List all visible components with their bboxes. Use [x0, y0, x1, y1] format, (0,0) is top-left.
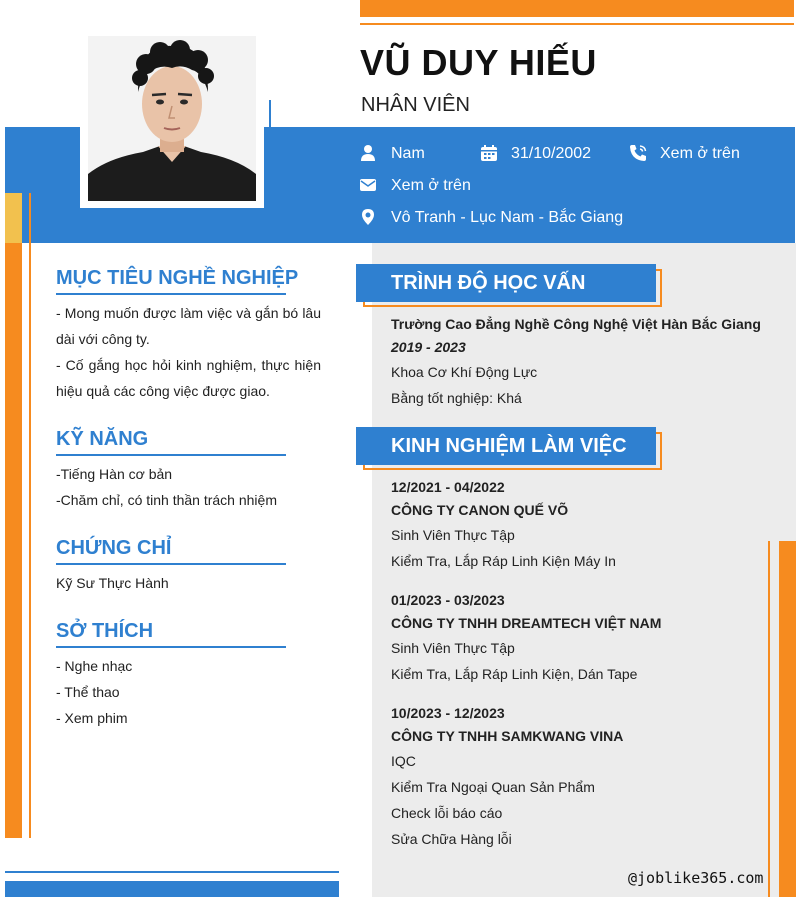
avatar [88, 36, 256, 201]
hobby-item: - Xem phim [56, 710, 128, 726]
job-period: 12/2021 - 04/2022 [391, 479, 505, 495]
phone-value: Xem ở trên [660, 145, 740, 162]
skills-heading: KỸ NĂNG [56, 428, 149, 450]
education-period: 2019 - 2023 [391, 339, 466, 355]
job-company: CÔNG TY CANON QUẾ VÕ [391, 502, 569, 518]
calendar-icon [480, 144, 498, 162]
education-heading: TRÌNH ĐỘ HỌC VẤN [356, 264, 656, 302]
address-value: Vô Tranh - Lục Nam - Bắc Giang [391, 209, 624, 226]
job-line: IQC [391, 753, 416, 769]
job-line: Kiểm Tra, Lắp Ráp Linh Kiện, Dán Tape [391, 666, 638, 682]
hobbies-heading: SỞ THÍCH [56, 620, 154, 642]
mail-icon [359, 176, 377, 194]
job-line: Sinh Viên Thực Tập [391, 527, 515, 543]
education-school: Trường Cao Đẳng Nghề Công Nghệ Việt Hàn Bắc Giang [391, 316, 761, 332]
right-orange-line [768, 541, 770, 897]
education-grade: Bằng tốt nghiệp: Khá [391, 390, 522, 406]
job-line: Sửa Chữa Hàng lỗi [391, 831, 512, 847]
job-line: Kiểm Tra, Lắp Ráp Linh Kiện Máy In [391, 553, 616, 569]
hobbies-underline [56, 646, 286, 648]
job-line: Kiểm Tra Ngoại Quan Sản Phẩm [391, 779, 595, 795]
watermark: @joblike365.com [628, 869, 764, 887]
job-period: 01/2023 - 03/2023 [391, 592, 505, 608]
candidate-name: VŨ DUY HIẾU [360, 42, 597, 83]
phone-icon [629, 144, 647, 162]
bottom-blue-bar [5, 881, 339, 897]
hobby-item: - Nghe nhạc [56, 658, 133, 674]
skill-item: -Chăm chỉ, có tinh thần trách nhiệm [56, 492, 277, 508]
job-company: CÔNG TY TNHH SAMKWANG VINA [391, 728, 624, 744]
education-faculty: Khoa Cơ Khí Động Lực [391, 364, 538, 380]
left-orange-line [29, 193, 31, 838]
skill-item: -Tiếng Hàn cơ bản [56, 466, 173, 482]
job-company: CÔNG TY TNHH DREAMTECH VIỆT NAM [391, 615, 662, 631]
job-line: Sinh Viên Thực Tập [391, 640, 515, 656]
certificates-underline [56, 563, 286, 565]
gender-value: Nam [391, 145, 425, 162]
skills-underline [56, 454, 286, 456]
top-orange-line [360, 23, 794, 25]
location-icon [359, 208, 377, 226]
job-line: Check lỗi báo cáo [391, 805, 503, 821]
person-icon [359, 144, 377, 162]
experience-heading: KINH NGHIỆM LÀM VIỆC [356, 427, 656, 465]
left-yellow-block [5, 193, 22, 243]
certificates-heading: CHỨNG CHỈ [56, 537, 172, 559]
objective-heading: MỤC TIÊU NGHỀ NGHIỆP [56, 267, 299, 289]
objective-line: - Mong muốn được làm việc và gắn bó lâu dài với công ty. [56, 305, 321, 347]
objective-line: - Cố gắng học hỏi kinh nghiệm, thực hiện hiệu quả các công việc được giao. [56, 357, 321, 399]
dob-value: 31/10/2002 [511, 145, 592, 162]
hobby-item: - Thể thao [56, 684, 120, 700]
email-value: Xem ở trên [391, 177, 471, 194]
job-period: 10/2023 - 12/2023 [391, 705, 505, 721]
objective-underline [56, 293, 286, 295]
certificate-item: Kỹ Sư Thực Hành [56, 575, 169, 591]
right-orange-bar [779, 541, 796, 897]
candidate-position: NHÂN VIÊN [361, 94, 470, 116]
top-orange-bar [360, 0, 794, 17]
left-orange-bar [5, 243, 22, 838]
bottom-blue-line [5, 871, 339, 873]
